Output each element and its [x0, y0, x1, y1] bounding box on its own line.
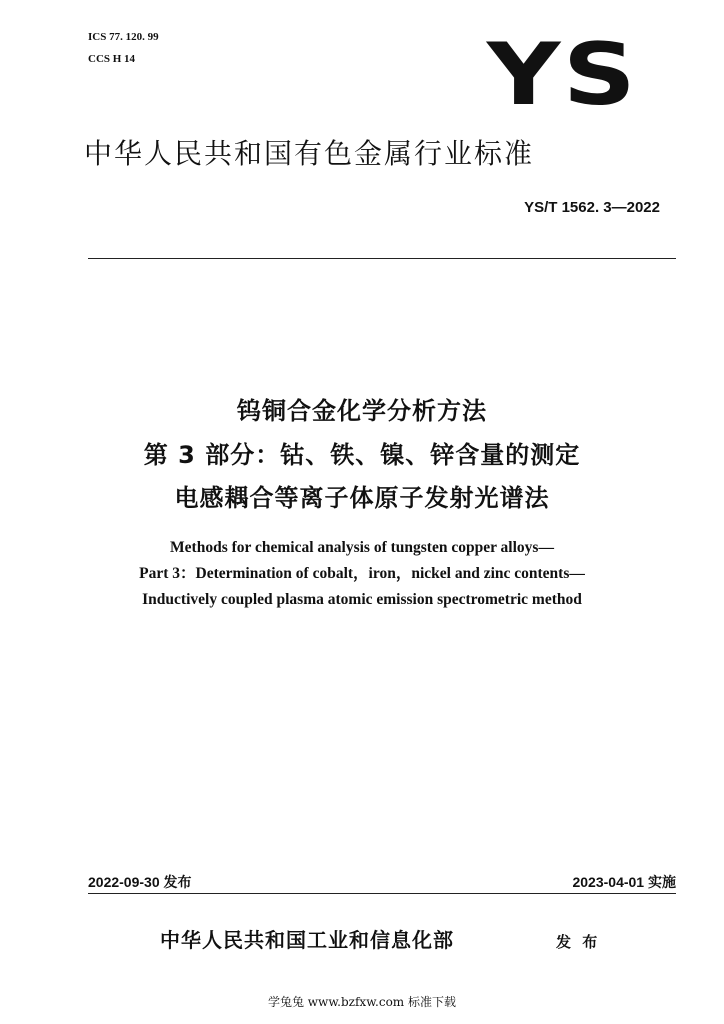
title-en-line-2: Part 3：Determination of cobalt，iron，nickel and zinc contents— — [139, 565, 585, 582]
standard-category-title: 中华人民共和国有色金属行业标准 — [84, 137, 535, 170]
footer-divider — [88, 893, 676, 894]
issue-label: 发 布 — [556, 933, 601, 951]
title-en-line-1: Methods for chemical analysis of tungsten copper alloys— — [170, 539, 554, 556]
header-divider — [88, 258, 676, 259]
title-en-line-3: Inductively coupled plasma atomic emission spectrometric method — [142, 591, 582, 608]
ys-logo: YS — [486, 25, 638, 125]
issue-date: 2022-09-30 发布 — [88, 874, 192, 890]
title-zh-line-1: 钨铜合金化学分析方法 — [237, 397, 487, 425]
title-zh-line-3: 电感耦合等离子体原子发射光谱法 — [174, 484, 550, 512]
title-zh-line-2: 第 3 部分：钴、铁、镍、锌含量的测定 — [143, 441, 581, 469]
effective-date: 2023-04-01 实施 — [572, 874, 676, 890]
issuing-authority: 中华人民共和国工业和信息化部 — [160, 928, 454, 952]
ics-code: ICS 77. 120. 99 — [88, 31, 159, 43]
standard-number: YS/T 1562. 3—2022 — [524, 199, 660, 216]
ccs-code: CCS H 14 — [88, 53, 136, 65]
watermark-footer: 学兔兔 www.bzfxw.com 标准下载 — [267, 995, 457, 1009]
